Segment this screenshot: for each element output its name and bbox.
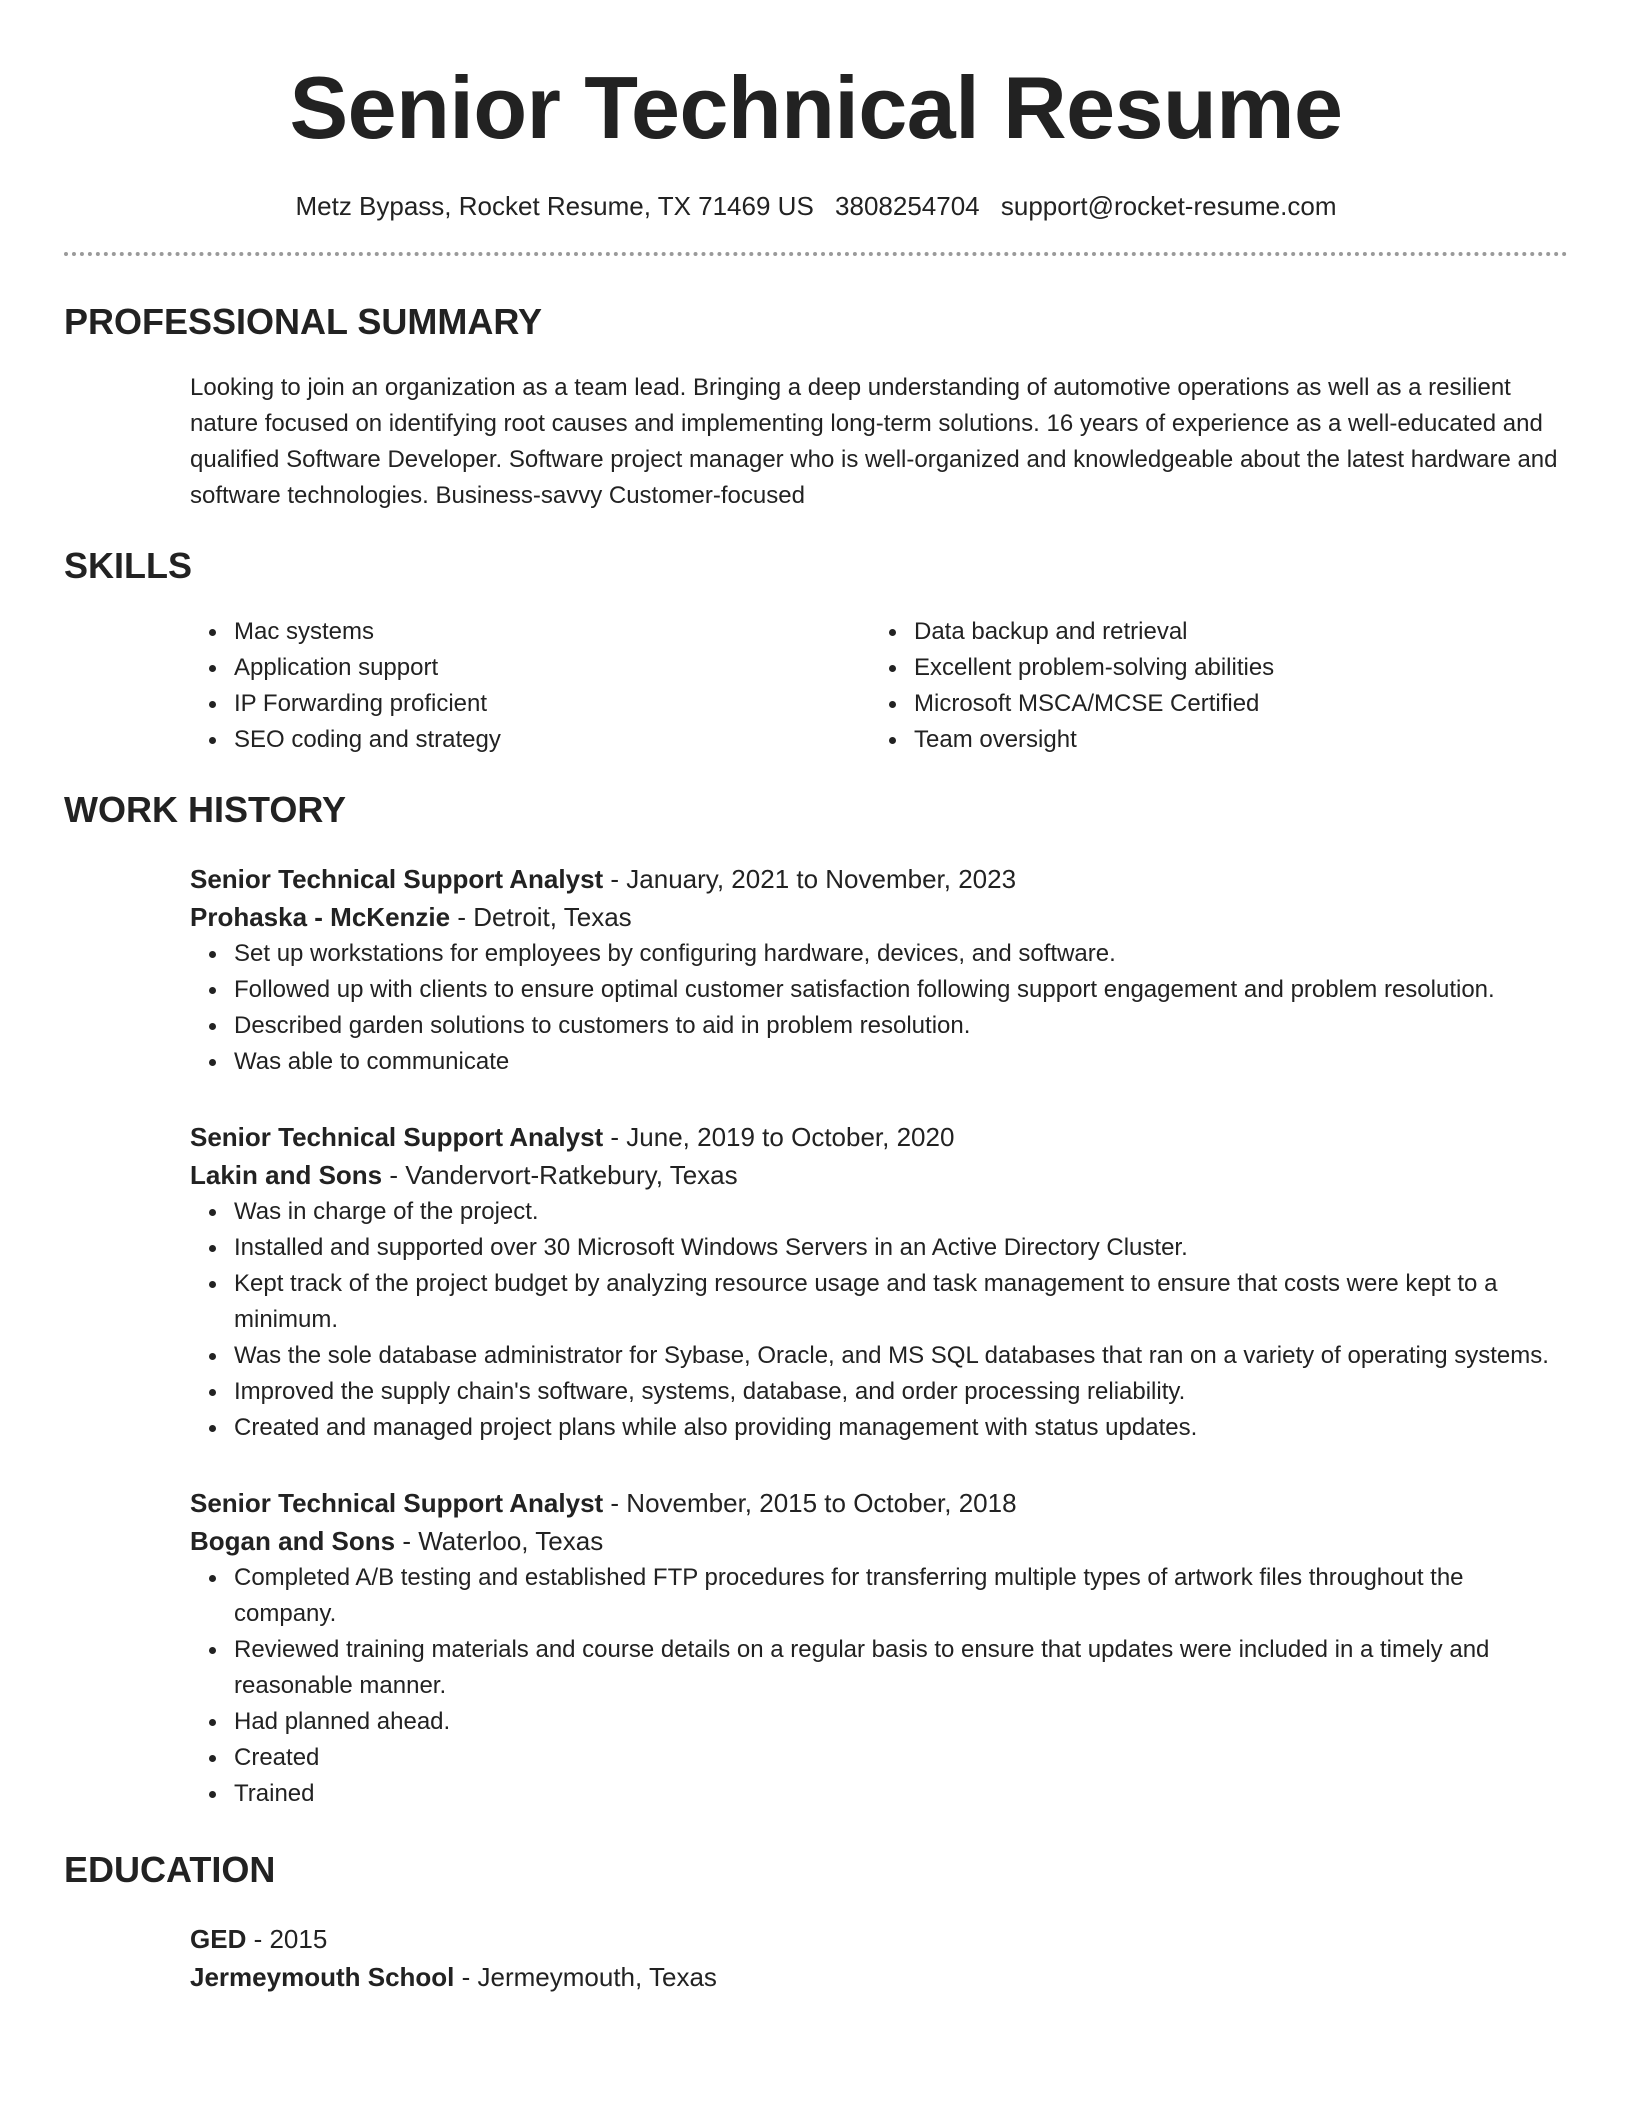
job-bullet: Was able to communicate — [234, 1044, 1568, 1080]
header-divider — [64, 252, 1568, 256]
job-company-line — [190, 1522, 1568, 1560]
skills-heading: SKILLS — [64, 545, 193, 586]
education-school-line — [190, 1958, 1568, 1996]
job-bullet: Reviewed training materials and course details on a regular basis to ensure that updates were included in a timely and reasonable manner. — [234, 1632, 1568, 1704]
job-bullet: Followed up with clients to ensure optimal customer satisfaction following support engagement and problem resolution. — [234, 972, 1568, 1008]
skill-item: Mac systems — [234, 614, 870, 650]
job-location: - Vandervort-Ratkebury, Texas — [382, 1160, 738, 1190]
job-company: Lakin and Sons — [190, 1160, 383, 1190]
job-title-line — [190, 1484, 1568, 1522]
job-bullet: Described garden solutions to customers to aid in problem resolution. — [234, 1008, 1568, 1044]
job-entry — [190, 860, 1568, 1080]
skills-list — [190, 614, 1568, 758]
skill-item: Team oversight — [914, 722, 1550, 758]
skills-column-left — [190, 614, 870, 758]
job-company-line — [190, 898, 1568, 936]
job-bullets — [190, 936, 1568, 1080]
job-role: Senior Technical Support Analyst — [190, 864, 604, 894]
job-bullet: Had planned ahead. — [234, 1704, 1568, 1740]
education-location: - Jermeymouth, Texas — [454, 1962, 717, 1992]
contact-line — [64, 188, 1568, 224]
resume-name: Senior Technical Resume — [289, 58, 1343, 157]
job-title-line — [190, 1118, 1568, 1156]
skill-item: Microsoft MSCA/MCSE Certified — [914, 686, 1550, 722]
education-degree-line — [190, 1920, 1568, 1958]
contact-email: support@rocket-resume.com — [1000, 191, 1337, 221]
job-entry — [190, 1484, 1568, 1812]
job-entry — [190, 1118, 1568, 1446]
education-degree: GED — [190, 1924, 247, 1954]
job-bullet: Completed A/B testing and established FTP procedures for transferring multiple types of artwork files throughout the company. — [234, 1560, 1568, 1632]
job-bullet: Improved the supply chain's software, systems, database, and order processing reliability. — [234, 1374, 1568, 1410]
job-location: - Detroit, Texas — [450, 902, 632, 932]
job-bullet: Installed and supported over 30 Microsoft Windows Servers in an Active Directory Cluster. — [234, 1230, 1568, 1266]
summary-heading: PROFESSIONAL SUMMARY — [64, 301, 543, 342]
job-bullets — [190, 1194, 1568, 1446]
job-bullet: Trained — [234, 1776, 1568, 1812]
job-bullet: Created — [234, 1740, 1568, 1776]
job-bullet: Kept track of the project budget by analyzing resource usage and task management to ensure that costs were kept to a minimum. — [234, 1266, 1568, 1338]
job-bullet: Created and managed project plans while also providing management with status updates. — [234, 1410, 1568, 1446]
job-dates: - November, 2015 to October, 2018 — [603, 1488, 1017, 1518]
job-role: Senior Technical Support Analyst — [190, 1488, 604, 1518]
job-title-line — [190, 860, 1568, 898]
job-company: Prohaska - McKenzie — [190, 902, 451, 932]
skills-column-right — [870, 614, 1550, 758]
contact-address: Metz Bypass, Rocket Resume, TX 71469 US — [295, 191, 814, 221]
job-company: Bogan and Sons — [190, 1526, 396, 1556]
job-role: Senior Technical Support Analyst — [190, 1122, 604, 1152]
skill-item: IP Forwarding proficient — [234, 686, 870, 722]
job-bullet: Was the sole database administrator for Sybase, Oracle, and MS SQL databases that ran on a variety of operating systems. — [234, 1338, 1568, 1374]
education-heading: EDUCATION — [64, 1849, 276, 1890]
skill-item: SEO coding and strategy — [234, 722, 870, 758]
skill-item: Application support — [234, 650, 870, 686]
work-history-heading: WORK HISTORY — [64, 789, 347, 830]
job-company-line — [190, 1156, 1568, 1194]
education-entry — [190, 1920, 1568, 1996]
job-bullet: Set up workstations for employees by configuring hardware, devices, and software. — [234, 936, 1568, 972]
skill-item: Data backup and retrieval — [914, 614, 1550, 650]
job-location: - Waterloo, Texas — [395, 1526, 604, 1556]
education-school: Jermeymouth School — [190, 1962, 455, 1992]
job-dates: - January, 2021 to November, 2023 — [603, 864, 1017, 894]
education-year: - 2015 — [246, 1924, 328, 1954]
summary-text: Looking to join an organization as a team lead. Bringing a deep understanding of automotive operations as well as a resilient nature focused on identifying root causes and implementing long-term solutions. 16 years of experience as a well-educated and qualified Software Developer. Software project manager who is well-organized and knowledgeable about the latest hardware and software technologies. Business-savvy Customer-focused — [190, 374, 1558, 509]
job-dates: - June, 2019 to October, 2020 — [603, 1122, 955, 1152]
skill-item: Excellent problem-solving abilities — [914, 650, 1550, 686]
job-bullets — [190, 1560, 1568, 1812]
contact-phone: 3808254704 — [835, 191, 980, 221]
resume-header — [64, 0, 1568, 224]
job-bullet: Was in charge of the project. — [234, 1194, 1568, 1230]
